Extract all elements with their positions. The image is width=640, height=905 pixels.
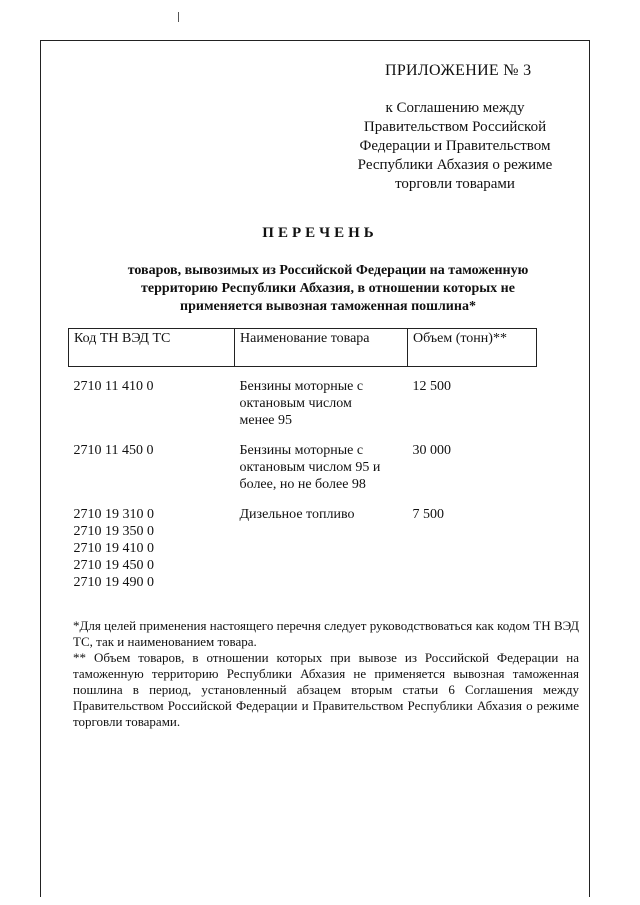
footnote: *Для целей применения настоящего перечня следует руководствоваться как кодом ТН ВЭД ТС, так и наименованием товара.: [73, 618, 579, 649]
code: 2710 19 450 0: [73, 558, 154, 573]
scan-mark: [178, 12, 179, 22]
code: 2710 19 410 0: [73, 541, 154, 556]
footnote: ** Объем товаров, в отношении которых при вывозе из Российской Федерации на таможенную территорию Республики Абхазия не применяется вывозная таможенная пошлина в период, установленный абзацем вторым статьи 6 Соглашения между Правительством Российской Федерации и Правительством Республики Абхазия о режиме торговли товарами.: [73, 650, 579, 729]
name-line: менее 95: [239, 413, 292, 428]
agreement-reference: [340, 99, 570, 194]
subtitle-line: применяется вывозная таможенная пошлина*: [180, 299, 476, 314]
subtitle-line: товаров, вывозимых из Российской Федерации на таможенную: [127, 263, 529, 278]
goods-table: [68, 328, 537, 591]
name-line: более, но не более 98: [239, 477, 366, 492]
header-name: Наименование товара: [235, 329, 408, 367]
name-line: Бензины моторные с: [239, 443, 364, 458]
appendix-title: ПРИЛОЖЕНИЕ № 3: [385, 62, 532, 79]
list-title: ПЕРЕЧЕНЬ: [262, 225, 378, 241]
name-cell: [235, 367, 408, 430]
name-line: Дизельное топливо: [239, 507, 355, 522]
name-line: октановым числом: [239, 396, 352, 411]
header-code: Код ТН ВЭД ТС: [69, 329, 235, 367]
name-cell: [235, 429, 408, 493]
footnotes: [73, 618, 579, 730]
table-row: [69, 367, 537, 430]
name-line: Бензины моторные с: [239, 379, 364, 394]
code-cell: [69, 429, 235, 493]
code-cell: [69, 493, 235, 591]
header-volume: Объем (тонн)**: [408, 329, 537, 367]
agreement-line: торговли товарами: [395, 176, 515, 192]
table-row: [69, 429, 537, 493]
name-cell: [235, 493, 408, 591]
agreement-line: Федерации и Правительством: [359, 138, 551, 154]
volume-cell: 12 500: [412, 379, 451, 394]
volume-cell: 30 000: [412, 443, 451, 458]
code: 2710 11 410 0: [73, 379, 154, 394]
agreement-line: к Соглашению между: [385, 100, 525, 116]
table-row: [69, 493, 537, 591]
list-subtitle: [88, 262, 568, 316]
code: 2710 11 450 0: [73, 443, 154, 458]
volume-cell: 7 500: [412, 507, 444, 522]
code: 2710 19 350 0: [73, 524, 154, 539]
agreement-line: Республики Абхазия о режиме: [357, 157, 553, 173]
code: 2710 19 490 0: [73, 575, 154, 590]
code: 2710 19 310 0: [73, 507, 154, 522]
agreement-line: Правительством Российской: [363, 119, 547, 135]
table-header-row: [69, 329, 537, 367]
code-cell: [69, 367, 235, 430]
subtitle-line: территорию Республики Абхазия, в отношении которых не: [141, 281, 515, 296]
name-line: октановым числом 95 и: [239, 460, 381, 475]
